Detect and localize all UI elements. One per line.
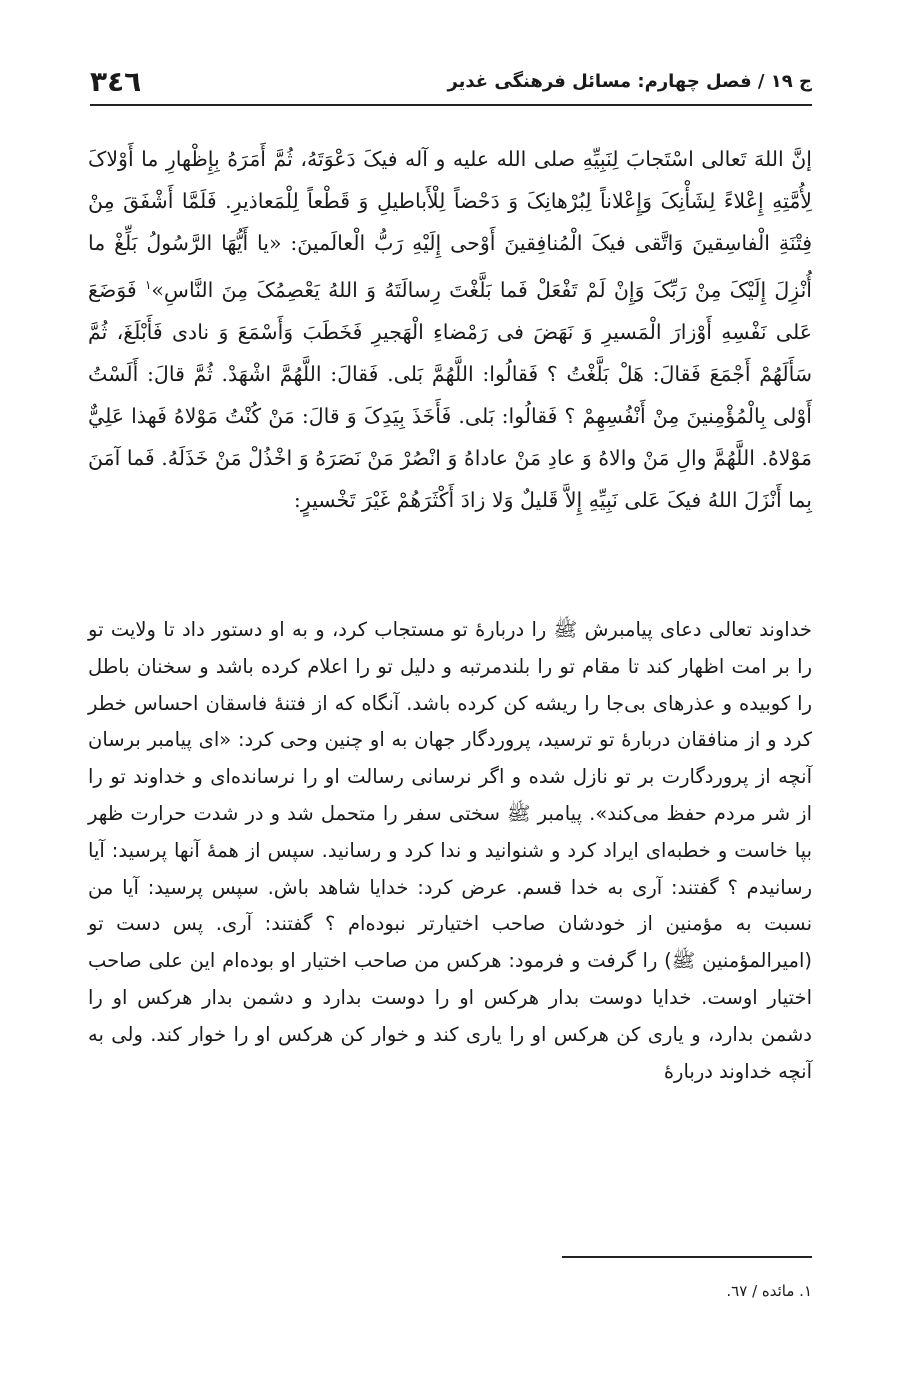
footnote-divider bbox=[562, 1256, 812, 1258]
persian-translation-paragraph: خداوند تعالی دعای پیامبرش ﷺ را دربارهٔ تو مستجاب کرد، و به او دستور داد تا ولایت تو را بر امت اظهار کند تا مقام تو را بلندمرتبه و دلیل تو را اعلام کرده باشد و سخنان باطل را کوبیده و عذرهای بی‌جا را ریشه کن کرده باشد. آنگاه که از فتنهٔ فاسقان احساس خطر کرد و از منافقان دربارهٔ تو ترسید، پروردگار جهان به او چنین وحی کرد: «ای پیامبر برسان آنچه از پروردگارت بر تو نازل شده و اگر نرسانی رسالت او را نرسانده‌ای و خداوند تو را از شر مردم حفظ می‌کند». پیامبر ﷺ سختی سفر را متحمل شد و در شدت حرارت ظهر بپا خاست و خطبه‌ای ایراد کرد و شنوانید و ندا کرد و رسانید. سپس از همهٔ آنها پرسید: آیا رسانیدم ؟ گفتند: آری به خدا قسم. عرض کرد: خدایا شاهد باش. سپس پرسید: آیا من نسبت به مؤمنین از خودشان صاحب اختیارتر نبوده‌ام ؟ گفتند: آری. پس دست تو (امیرالمؤمنین ﷺ) را گرفت و فرمود: هرکس من صاحب اختیار او بوده‌ام این علی صاحب اختیار اوست. خدایا دوست بدار هرکس او را دوست بدارد و دشمن بدار هرکس او را دشمن بدارد، و یاری کن هرکس او را یاری کند و خوار کن هرکس او را خوار کند. ولی به آنچه خداوند دربارهٔ bbox=[88, 618, 812, 1083]
arabic-text-part-2: فَوَضَعَ عَلى نَفْسِهِ أَوْزارَ الْمَسيرِ وَ نَهَضَ فى رَمْضاءِ الْهَجيرِ فَخَطَبَ وَأَسْمَعَ وَ نادى فَأَبْلَغَ، ثُمَّ سَأَلَهُمْ أَجْمَعَ فَقالَ: هَلْ بَلَّغْتُ ؟ فَقالُوا: اللَّهُمَّ بَلى. فَقالَ: اللَّهُمَّ اشْهَدْ. ثُمَّ قالَ: أَلَسْتُ أَوْلى بِالْمُؤْمِنينَ مِنْ أَنْفُسِهِمْ ؟ فَقالُوا: بَلى. فَأَخَذَ بِيَدِکَ وَ قالَ: مَنْ کُنْتُ مَوْلاهُ فَهذا عَلِيٌّ مَوْلاهُ. اللَّهُمَّ والِ مَنْ والاهُ وَ عادِ مَنْ عاداهُ وَ انْصُرْ مَنْ نَصَرَهُ وَ اخْذُلْ مَنْ خَذَلَهُ. فَما آمَنَ بِما أَنْزَلَ اللهُ فيکَ عَلى نَبِيِّهِ إِلاَّ قَليلٌ وَلا زادَ أَکْثَرَهُمْ غَيْرَ تَخْسيرٍ: bbox=[88, 277, 812, 512]
arabic-paragraph bbox=[88, 138, 812, 521]
page-number: ٣٤٦ bbox=[90, 64, 142, 98]
running-title: ج ١٩ / فصل چهارم: مسائل فرهنگی غدیر bbox=[447, 70, 812, 92]
footnote-reference: ١ bbox=[144, 278, 152, 292]
page-header bbox=[90, 58, 812, 106]
footnote: ١. مائده / ٦٧. bbox=[726, 1282, 812, 1300]
arabic-text-part-1: إنَّ اللهَ تَعالى اسْتَجابَ لِنَبِيِّهِ صلى الله عليه و آله فيکَ دَعْوَتَهُ، ثُمَّ أَمَرَهُ بِإِظْهارِ ما أَوْلاکَ لِأُمَّتِهِ إِعْلاءً لِشَأْنِکَ وَإِعْلاناً لِبُرْهانِکَ وَ دَحْضاً لِلْأَباطيلِ وَ قَطْعاً لِلْمَعاذيرِ. فَلَمَّا أَشْفَقَ مِنْ فِتْنَةِ الْفاسِقينَ وَاتَّقى فيکَ الْمُنافِقينَ أَوْحى إِلَيْهِ رَبُّ الْعالَمينَ: «يا أَيُّهَا الرَّسُولُ بَلِّغْ ما أُنْزِلَ إِلَيْکَ مِنْ رَبِّکَ وَإِنْ لَمْ تَفْعَلْ فَما بَلَّغْتَ رِسالَتَهُ وَ اللهُ يَعْصِمُکَ مِنَ النَّاسِ» bbox=[88, 147, 812, 302]
